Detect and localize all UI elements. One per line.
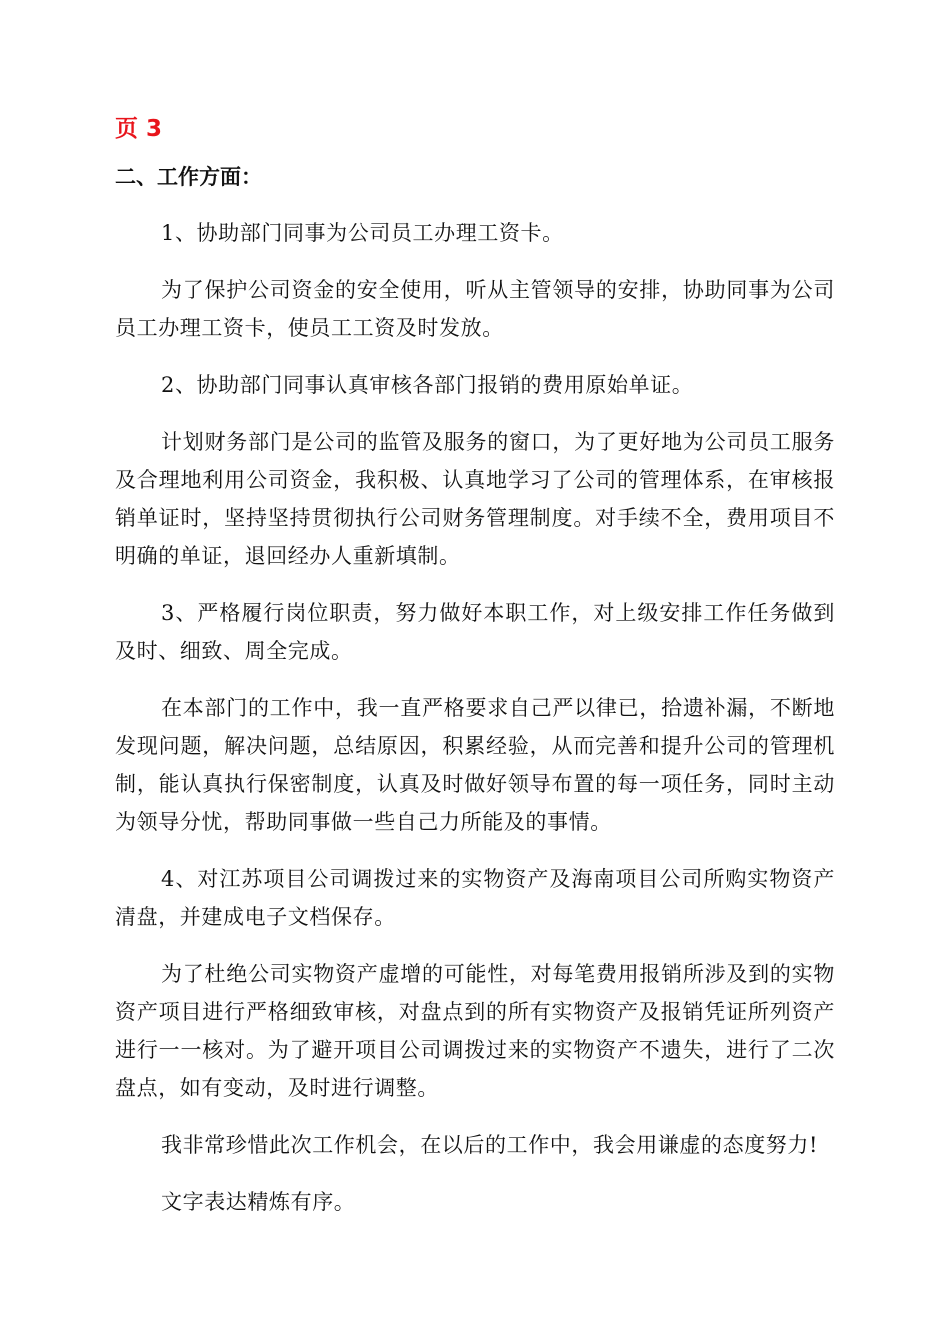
page-label: 页 3: [115, 116, 163, 142]
item-2-body: 计划财务部门是公司的监管及服务的窗口，为了更好地为公司员工服务及合理地利用公司资金，我积极、认真地学习了公司的管理体系，在审核报销单证时，坚持坚持贯彻执行公司财务管理制度。对手续不全，费用项目不明确的单证，退回经办人重新填制。: [115, 430, 835, 568]
item-3-heading: 3、严格履行岗位职责，努力做好本职工作，对上级安排工作任务做到及时、细致、周全完成。: [115, 601, 835, 663]
item-1-body: 为了保护公司资金的安全使用，听从主管领导的安排，协助同事为公司员工办理工资卡，使员工工资及时发放。: [115, 278, 835, 340]
closing-paragraph: 我非常珍惜此次工作机会，在以后的工作中，我会用谦虚的态度努力!: [161, 1133, 819, 1157]
item-4-body: 为了杜绝公司实物资产虚增的可能性，对每笔费用报销所涉及到的实物资产项目进行严格细致审核，对盘点到的所有实物资产及报销凭证所列资产进行一一核对。为了避开项目公司调拨过来的实物资产不遗失，进行了二次盘点，如有变动，及时进行调整。: [115, 962, 835, 1100]
item-4-heading: 4、对江苏项目公司调拨过来的实物资产及海南项目公司所购实物资产清盘，并建成电子文档保存。: [115, 867, 835, 929]
document-body: [115, 214, 835, 1240]
item-2-heading: 2、协助部门同事认真审核各部门报销的费用原始单证。: [161, 373, 694, 397]
section-heading: 二、工作方面：: [115, 164, 262, 189]
final-note: 文字表达精炼有序。: [161, 1190, 356, 1214]
item-3-body: 在本部门的工作中，我一直严格要求自己严以律已，拾遗补漏，不断地发现问题，解决问题，总结原因，积累经验，从而完善和提升公司的管理机制，能认真执行保密制度，认真及时做好领导布置的每一项任务，同时主动为领导分忧，帮助同事做一些自己力所能及的事情。: [115, 696, 835, 834]
item-1-heading: 1、协助部门同事为公司员工办理工资卡。: [161, 221, 564, 245]
